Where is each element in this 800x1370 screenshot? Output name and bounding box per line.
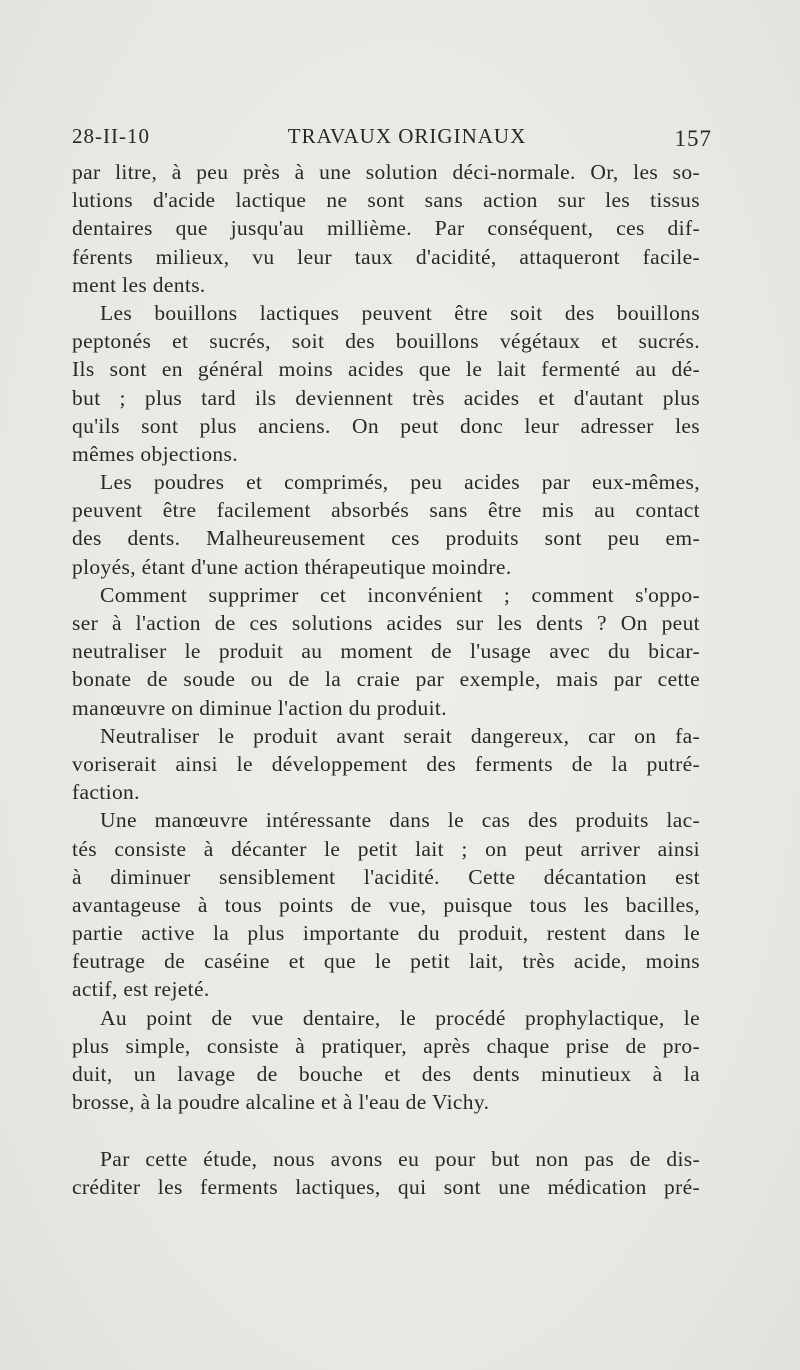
text-line: but ; plus tard ils deviennent très acides et d'autant plus	[72, 385, 700, 410]
text-line: partie active la plus importante du produit, restent dans le	[72, 921, 700, 946]
text-line: Une manœuvre intéressante dans le cas des produits lac-	[100, 808, 700, 833]
text-line: Au point de vue dentaire, le procédé prophylactique, le	[100, 1005, 700, 1030]
text-line: bonate de soude ou de la craie par exemple, mais par cette	[72, 667, 700, 692]
text-line: avantageuse à tous points de vue, puisque tous les bacilles,	[72, 892, 700, 917]
text-line: par litre, à peu près à une solution déci-normale. Or, les so-	[72, 160, 700, 184]
text-line: tés consiste à décanter le petit lait ; on peut arriver ainsi	[72, 836, 700, 861]
text-line: duit, un lavage de bouche et des dents minutieux à la	[72, 1062, 700, 1086]
text-line: ment les dents.	[72, 272, 206, 297]
text-line: Ils sont en général moins acides que le lait fermenté au dé-	[72, 357, 700, 382]
text-line: qu'ils sont plus anciens. On peut donc leur adresser les	[72, 413, 700, 438]
running-header	[72, 124, 712, 154]
text-line: Comment supprimer cet inconvénient ; comment s'oppo-	[100, 582, 700, 607]
header-date: 28-II-10	[72, 124, 150, 148]
text-line: feutrage de caséine et que le petit lait, très acide, moins	[72, 949, 700, 974]
text-line: brosse, à la poudre alcaline et à l'eau de Vichy.	[72, 1090, 490, 1115]
page-number: 157	[674, 126, 712, 151]
text-line: Les poudres et comprimés, peu acides par eux-mêmes,	[100, 470, 700, 495]
text-line: peuvent être facilement absorbés sans être mis au contact	[72, 498, 700, 523]
text-line: neutraliser le produit au moment de l'usage avec du bicar-	[72, 639, 700, 664]
text-line: voriserait ainsi le développement des ferments de la putré-	[72, 751, 700, 776]
text-line: faction.	[72, 780, 140, 805]
text-line: mêmes objections.	[72, 441, 238, 466]
text-line: lutions d'acide lactique ne sont sans action sur les tissus	[72, 188, 700, 213]
text-line: plus simple, consiste à pratiquer, après chaque prise de pro-	[72, 1033, 700, 1058]
text-line: Par cette étude, nous avons eu pour but non pas de dis-	[100, 1146, 700, 1171]
text-line: des dents. Malheureusement ces produits sont peu em-	[72, 526, 700, 551]
text-line: manœuvre on diminue l'action du produit.	[72, 695, 447, 720]
text-line: ser à l'action de ces solutions acides sur les dents ? On peut	[72, 611, 700, 635]
paragraph-gap	[72, 1116, 700, 1144]
text-line: actif, est rejeté.	[72, 977, 210, 1002]
text-line: Les bouillons lactiques peuvent être soit des bouillons	[100, 300, 700, 325]
text-line: dentaires que jusqu'au millième. Par conséquent, ces dif-	[72, 216, 700, 241]
body-text	[72, 158, 700, 1201]
text-line: à diminuer sensiblement l'acidité. Cette décantation est	[72, 864, 700, 889]
text-line: créditer les ferments lactiques, qui sont une médication pré-	[72, 1174, 700, 1199]
text-line: férents milieux, vu leur taux d'acidité, attaqueront facile-	[72, 244, 700, 269]
text-line: ployés, étant d'une action thérapeutique moindre.	[72, 554, 512, 579]
text-line: peptonés et sucrés, soit des bouillons végétaux et sucrés.	[72, 329, 700, 354]
header-title: TRAVAUX ORIGINAUX	[287, 124, 527, 148]
text-line: Neutraliser le produit avant serait dangereux, car on fa-	[100, 723, 700, 748]
